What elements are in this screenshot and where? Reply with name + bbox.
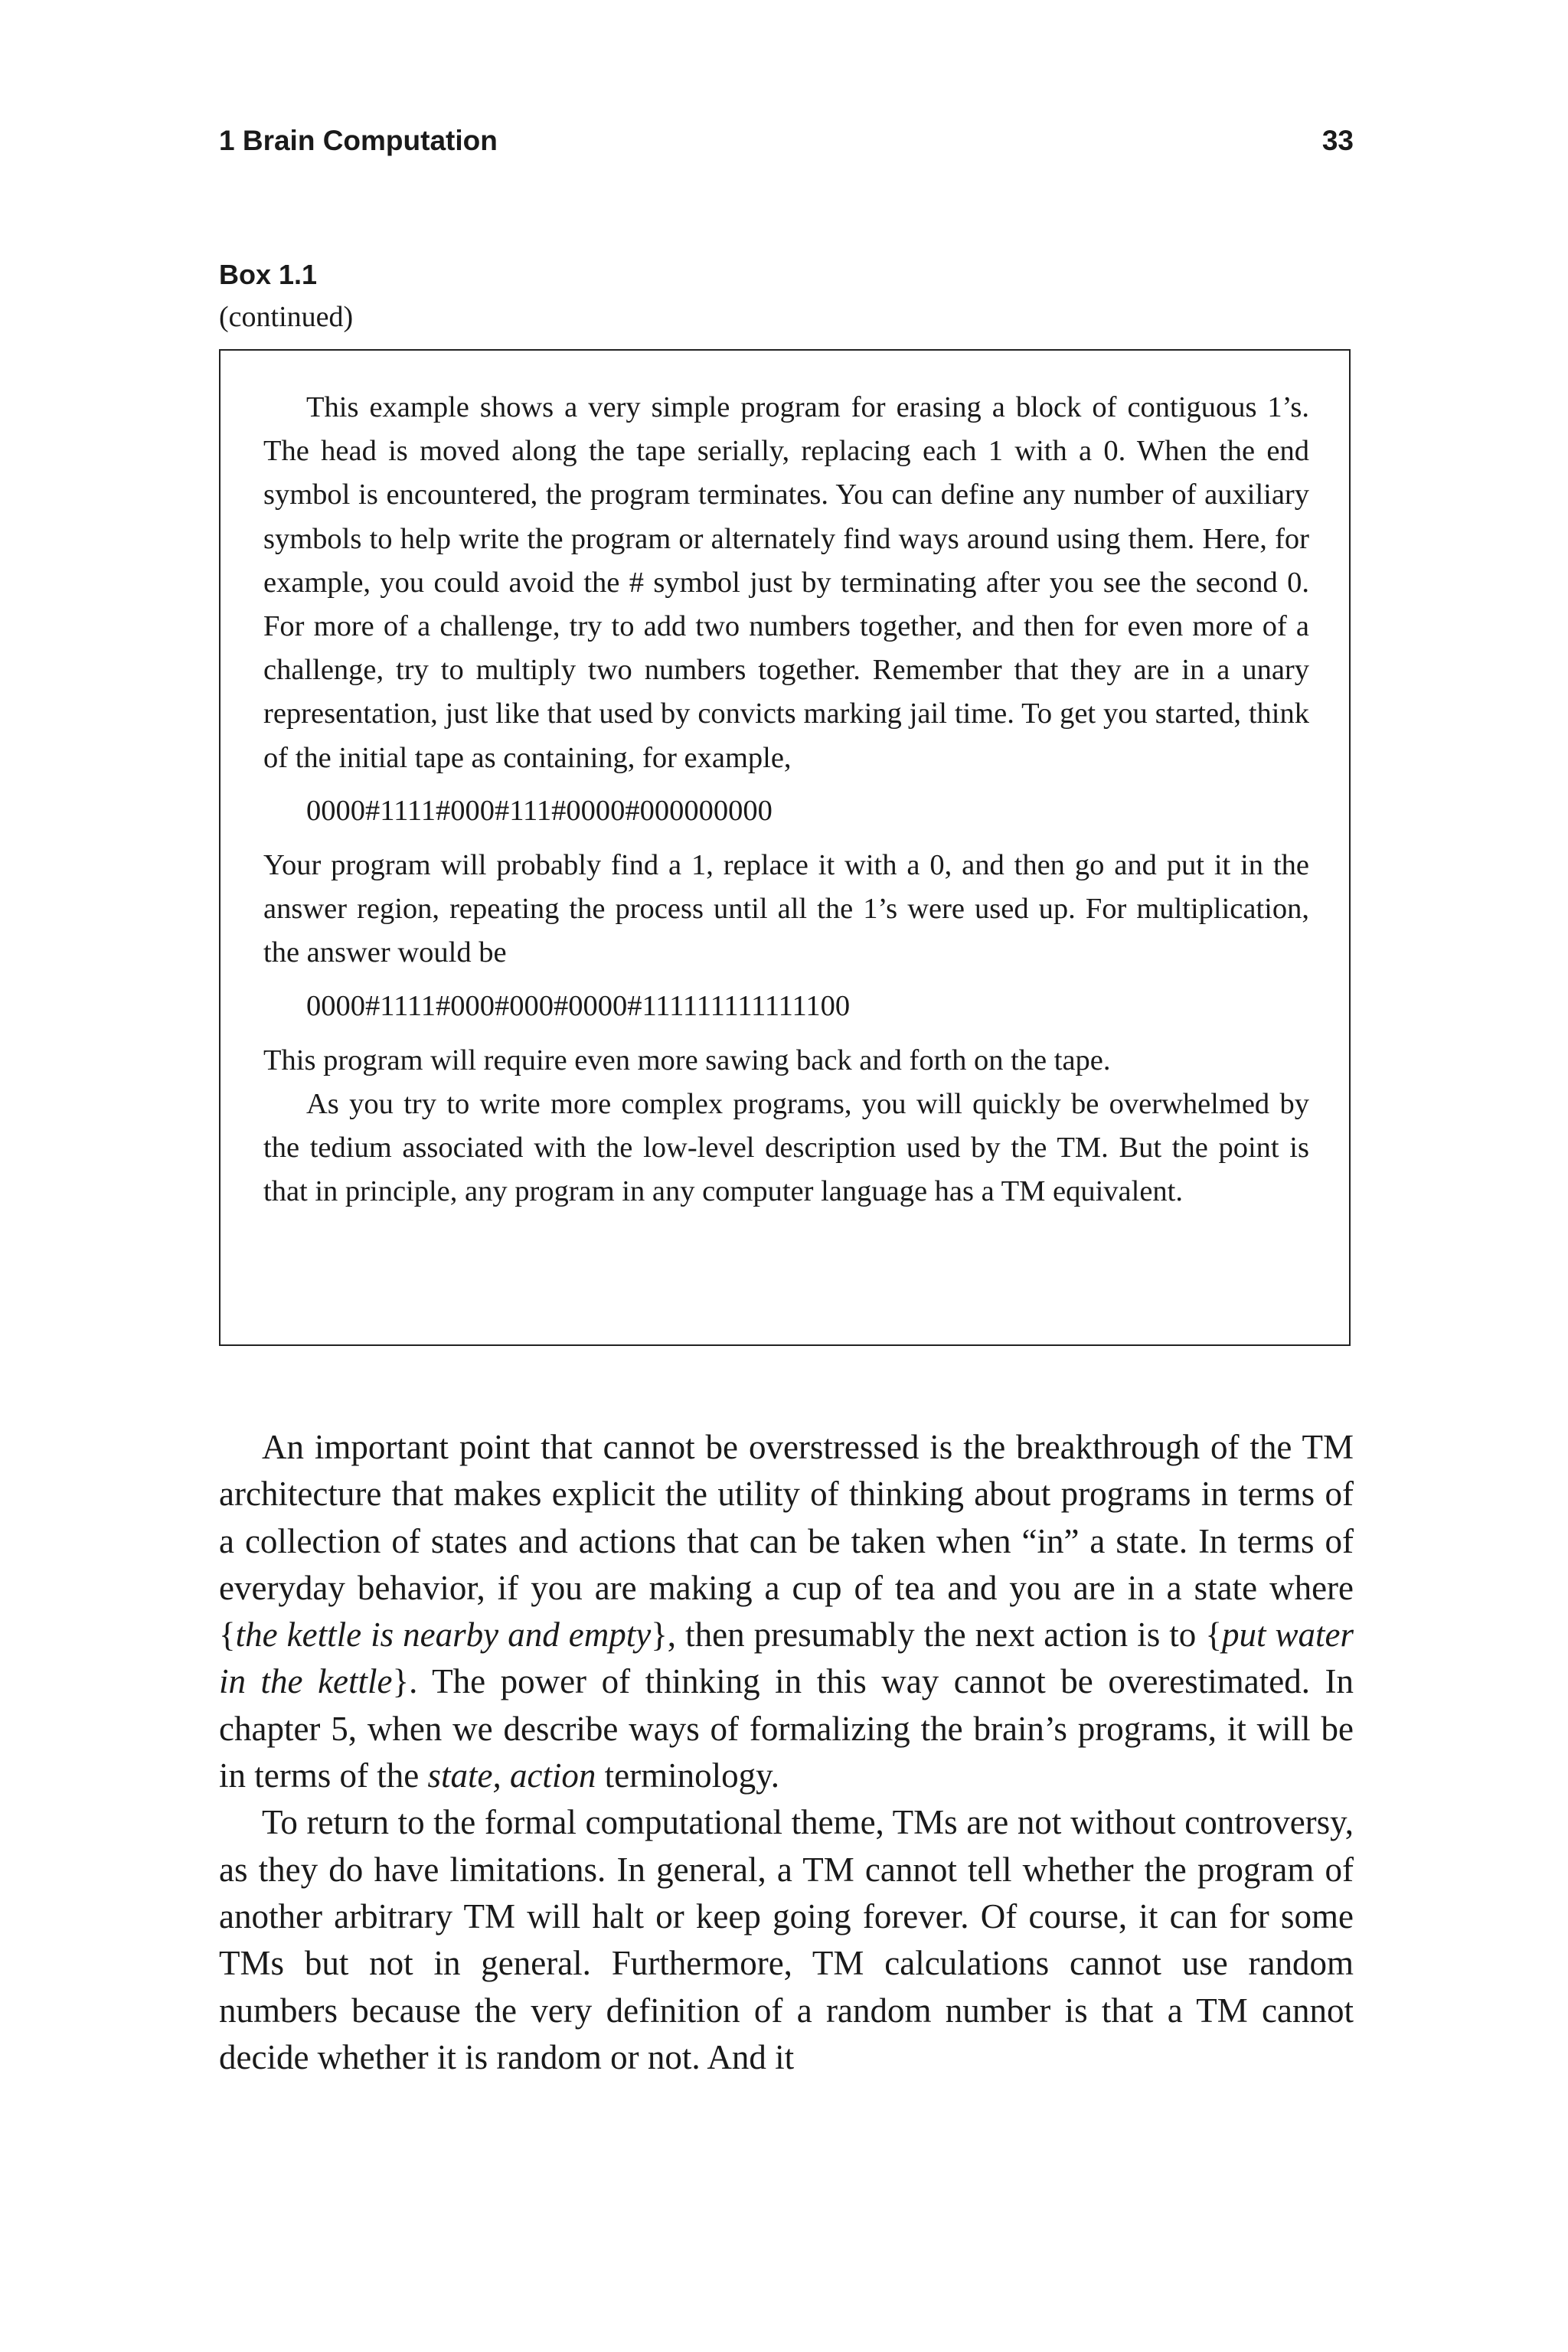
text-run: An important point that cannot be overstressed is the breakthrough of the TM architecture that makes explicit the utility of thinking about programs in terms of a collection of states and actions that can be taken when “in” a state. In terms of everyday behavior, if you are making a cup of tea and you are in a state where { [219, 1428, 1354, 1655]
page-number: 33 [1321, 125, 1354, 156]
running-head [219, 122, 1354, 159]
box-paragraph: As you try to write more complex programs, you will quickly be overwhelmed by the tedium associated with the low-level description used by the TM. But the point is that in principle, any program in any computer language has a TM equivalent. [263, 1088, 1309, 1208]
box-paragraph: Your program will probably find a 1, replace it with a 0, and then go and put it in the answer region, repeating the process until all the 1’s were used up. For multiplication, the answer would be [263, 849, 1309, 969]
tape-example: 0000#1111#000#000#0000#111111111111100 [306, 989, 851, 1022]
text-run: }. The power of thinking in this way cannot be overestimated. In chapter 5, when we describe ways of formalizing the brain’s programs, it will be in terms of the [219, 1662, 1354, 1795]
box-continued-note: (continued) [219, 301, 354, 333]
tape-example: 0000#1111#000#111#0000#000000000 [306, 794, 773, 827]
box-label: Box 1.1 [219, 259, 318, 290]
box-paragraph: This program will require even more sawing back and forth on the tape. [263, 1044, 1111, 1076]
box-content [263, 386, 1309, 1214]
italic-phrase: state, action [427, 1756, 596, 1795]
body-paragraph [219, 1424, 1354, 1799]
box-paragraph: This example shows a very simple program for erasing a block of contiguous 1’s. The head is moved along the tape serially, replacing each 1 with a 0. When the end symbol is encountered, the program terminates. You can define any number of auxiliary symbols to help write the program or alternately find ways around using them. Here, for example, you could avoid the # symbol just by terminating after you see the second 0. For more of a challenge, try to add two numbers together, and then for even more of a challenge, try to multiply two numbers together. Remember that they are in a unary representation, just like that used by convicts marking jail time. To get you started, think of the initial tape as containing, for example, [263, 391, 1309, 774]
text-run: terminology. [596, 1756, 779, 1795]
italic-phrase: the kettle is nearby and empty [235, 1615, 652, 1655]
text-run: }, then presumably the next action is to { [651, 1615, 1222, 1655]
chapter-title: 1 Brain Computation [219, 125, 498, 156]
body-paragraph: To return to the formal computational theme, TMs are not without controversy, as they do have limitations. In general, a TM cannot tell whether the program of another arbitrary TM will halt or keep going forever. Of course, it can for some TMs but not in general. Furthermore, TM calculations cannot use random numbers because the very definition of a random number is that a TM cannot decide whether it is random or not. And it [219, 1803, 1354, 2076]
box-frame [219, 349, 1351, 1346]
body-text [219, 1424, 1354, 2081]
italic-phrase: put water in the kettle [219, 1615, 1354, 1701]
